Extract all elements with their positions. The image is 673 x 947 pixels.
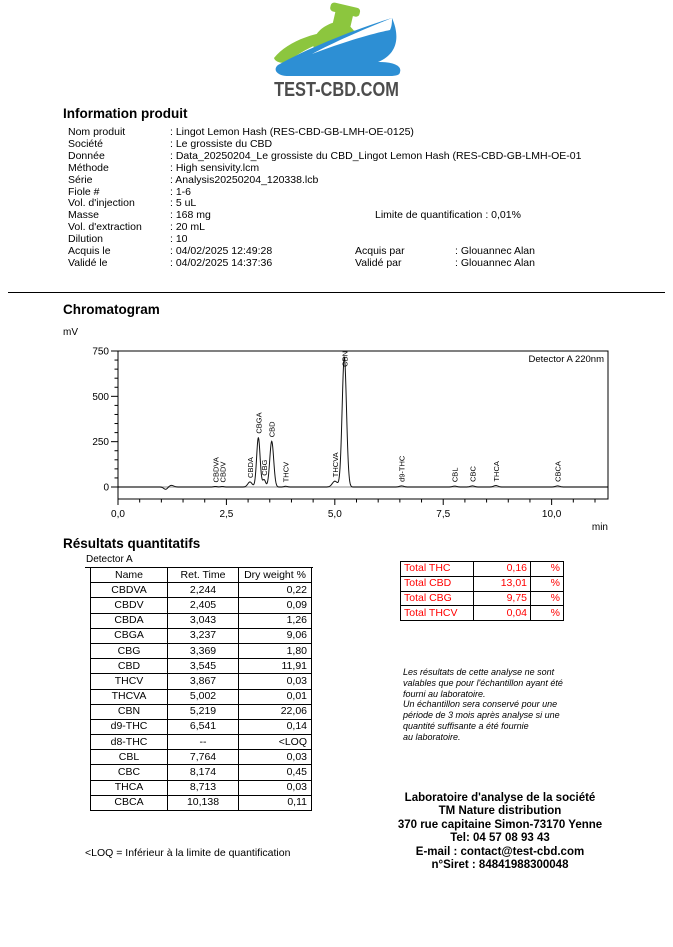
svg-text:0,0: 0,0 xyxy=(111,509,125,520)
info-value: : 168 mg xyxy=(170,209,211,222)
valide-par-value: : Glouannec Alan xyxy=(455,257,535,269)
info-value: : Lingot Lemon Hash (RES-CBD-GB-LMH-OE-0125) xyxy=(170,126,414,138)
info-value: : High sensivity.lcm xyxy=(170,161,260,174)
cell-ret-time: 3,545 xyxy=(168,659,239,674)
totals-row xyxy=(401,562,564,577)
svg-text:10,0: 10,0 xyxy=(541,509,562,520)
svg-text:0: 0 xyxy=(103,482,109,494)
table-row xyxy=(91,750,312,765)
info-label: Fiole # xyxy=(68,185,100,198)
table-row xyxy=(91,704,312,719)
info-label: Vol. d'injection xyxy=(68,197,135,210)
info-row xyxy=(68,151,628,163)
laboratory-address-line: TM Nature distribution xyxy=(438,805,562,818)
info-label: Donnée xyxy=(68,149,105,162)
info-row xyxy=(68,222,628,234)
disclaimer-line: Les résultats de cette analyse ne sont xyxy=(403,667,555,677)
info-label: Méthode xyxy=(68,161,109,174)
disclaimer-line: quantité suffisante a été fournie xyxy=(403,720,529,731)
totals-unit: % xyxy=(531,606,564,621)
info-label: Acquis le xyxy=(68,245,111,258)
cell-dry-weight: 1,80 xyxy=(239,643,312,658)
info-value: : 04/02/2025 12:49:28 xyxy=(170,245,273,258)
svg-text:min: min xyxy=(591,522,608,533)
svg-text:CBG: CBG xyxy=(260,459,270,476)
laboratory-address-line: Tel: 04 57 08 93 43 xyxy=(450,832,550,845)
disclaimer-line: au laboratoire. xyxy=(403,731,461,742)
logo-text: TEST-CBD.COM xyxy=(274,79,399,101)
table-row xyxy=(91,628,312,643)
cell-name: d9-THC xyxy=(91,719,168,734)
svg-text:500: 500 xyxy=(92,391,109,403)
info-row xyxy=(68,198,628,210)
totals-label: Total THC xyxy=(401,562,474,577)
info-row xyxy=(68,187,628,199)
cell-dry-weight: 9,06 xyxy=(239,628,312,643)
svg-text:CBD: CBD xyxy=(267,421,277,438)
svg-text:CBGA: CBGA xyxy=(254,412,264,434)
table-row xyxy=(91,795,312,810)
info-rows xyxy=(68,127,628,270)
cell-ret-time: 8,174 xyxy=(168,765,239,780)
svg-text:THCV: THCV xyxy=(281,461,291,483)
cell-dry-weight: 0,03 xyxy=(239,780,312,795)
info-label: Masse xyxy=(68,209,99,222)
svg-text:5,0: 5,0 xyxy=(327,509,342,520)
results-header-row xyxy=(91,568,312,583)
cell-dry-weight: 0,09 xyxy=(239,598,312,613)
laboratory-address-line: 370 rue capitaine Simon-73170 Yenne xyxy=(397,818,603,831)
disclaimer-text xyxy=(403,667,633,743)
totals-unit: % xyxy=(531,562,564,577)
disclaimer-line: Un échantillon sera conservé pour une xyxy=(403,699,558,710)
totals-value: 9,75 xyxy=(474,591,531,606)
cell-ret-time: 3,867 xyxy=(168,674,239,689)
svg-text:CBDVA: CBDVA xyxy=(211,457,221,483)
table-row xyxy=(91,613,312,628)
cell-ret-time: 3,043 xyxy=(168,613,239,628)
info-label: Validé le xyxy=(68,256,108,269)
col-dry-weight: Dry weight % xyxy=(239,568,312,583)
cell-ret-time: 3,369 xyxy=(168,643,239,658)
limit-of-quantification: Limite de quantification : 0,01% xyxy=(375,209,521,221)
table-row xyxy=(91,719,312,734)
cell-name: d8-THC xyxy=(91,735,168,750)
totals-unit: % xyxy=(531,591,564,606)
info-row xyxy=(68,163,628,175)
col-ret-time: Ret. Time xyxy=(168,568,239,583)
cell-name: CBN xyxy=(91,704,168,719)
acquis-par-label: Acquis par xyxy=(355,245,405,257)
svg-text:CBN: CBN xyxy=(340,350,350,367)
chromatogram-section-title: Chromatogram xyxy=(63,302,160,317)
table-row xyxy=(91,659,312,674)
svg-text:THCA: THCA xyxy=(491,461,501,482)
cell-name: THCV xyxy=(91,674,168,689)
detector-label: Detector A xyxy=(86,554,133,565)
cell-ret-time: 2,244 xyxy=(168,583,239,598)
flask-logo-icon xyxy=(242,2,432,76)
info-label: Vol. d'extraction xyxy=(68,221,142,234)
info-value: : 04/02/2025 14:37:36 xyxy=(170,256,273,269)
info-section-title: Information produit xyxy=(63,106,188,121)
table-row xyxy=(91,598,312,613)
cell-name: CBDVA xyxy=(91,583,168,598)
info-value: : Data_20250204_Le grossiste du CBD_Lingot Lemon Hash (RES-CBD-GB-LMH-OE-01 xyxy=(170,149,582,162)
cell-dry-weight: 0,22 xyxy=(239,583,312,598)
svg-text:CBC: CBC xyxy=(468,466,478,482)
svg-text:CBL: CBL xyxy=(450,467,460,483)
totals-label: Total CBG xyxy=(401,591,474,606)
cell-dry-weight: <LOQ xyxy=(239,735,312,750)
y-axis-unit-label: mV xyxy=(63,327,78,338)
info-row xyxy=(68,127,628,139)
laboratory-address-line: n°Siret : 84841988300048 xyxy=(431,859,569,872)
svg-text:CBDA: CBDA xyxy=(245,457,255,478)
totals-row xyxy=(401,591,564,606)
svg-text:CBDV: CBDV xyxy=(218,461,228,483)
valide-par-label: Validé par xyxy=(355,257,402,269)
cell-ret-time: 2,405 xyxy=(168,598,239,613)
results-section-title: Résultats quantitatifs xyxy=(63,536,201,551)
totals-label: Total CBD xyxy=(401,576,474,591)
loq-footnote: <LOQ = Inférieur à la limite de quantification xyxy=(85,847,291,859)
svg-text:250: 250 xyxy=(92,437,109,449)
cell-name: CBL xyxy=(91,750,168,765)
results-table xyxy=(90,567,312,811)
totals-table xyxy=(400,561,564,621)
cell-ret-time: -- xyxy=(168,735,239,750)
totals-value: 13,01 xyxy=(474,576,531,591)
cell-dry-weight: 1,26 xyxy=(239,613,312,628)
info-row xyxy=(68,210,628,222)
info-label: Série xyxy=(68,173,93,186)
cell-dry-weight: 0,03 xyxy=(239,750,312,765)
valide-par-row xyxy=(355,258,535,270)
cell-ret-time: 6,541 xyxy=(168,719,239,734)
chromatogram-plot xyxy=(85,342,625,534)
info-value: : 5 uL xyxy=(170,197,197,210)
info-row xyxy=(68,175,628,187)
svg-text:2,5: 2,5 xyxy=(219,509,234,520)
table-row xyxy=(91,780,312,795)
cell-name: THCVA xyxy=(91,689,168,704)
cell-dry-weight: 0,45 xyxy=(239,765,312,780)
svg-text:THCVA: THCVA xyxy=(330,452,340,478)
laboratory-address-line: Laboratoire d'analyse de la société xyxy=(404,792,596,804)
cell-ret-time: 7,764 xyxy=(168,750,239,765)
totals-value: 0,16 xyxy=(474,562,531,577)
totals-label: Total THCV xyxy=(401,606,474,621)
cell-name: CBGA xyxy=(91,628,168,643)
svg-text:CBCA: CBCA xyxy=(553,461,563,482)
cell-ret-time: 8,713 xyxy=(168,780,239,795)
cell-ret-time: 10,138 xyxy=(168,795,239,810)
cell-dry-weight: 22,06 xyxy=(239,704,312,719)
acquis-par-value: : Glouannec Alan xyxy=(455,245,535,257)
cell-name: CBDA xyxy=(91,613,168,628)
svg-text:7,5: 7,5 xyxy=(436,509,451,520)
disclaimer-line: période de 3 mois après analyse si une xyxy=(403,710,560,721)
cell-name: CBC xyxy=(91,765,168,780)
totals-value: 0,04 xyxy=(474,606,531,621)
table-row xyxy=(91,674,312,689)
info-label: Nom produit xyxy=(68,126,126,138)
logo xyxy=(0,2,673,102)
table-row xyxy=(91,765,312,780)
table-row xyxy=(91,583,312,598)
info-value: : Analysis20250204_120338.lcb xyxy=(170,173,319,186)
info-value: : 20 mL xyxy=(170,221,206,234)
table-row xyxy=(91,735,312,750)
col-name: Name xyxy=(91,568,168,583)
info-value: : 10 xyxy=(170,233,188,246)
cell-ret-time: 3,237 xyxy=(168,628,239,643)
cell-dry-weight: 0,14 xyxy=(239,719,312,734)
cell-name: CBDV xyxy=(91,598,168,613)
cell-dry-weight: 0,11 xyxy=(239,795,312,810)
totals-unit: % xyxy=(531,576,564,591)
cell-dry-weight: 0,01 xyxy=(239,689,312,704)
cell-ret-time: 5,002 xyxy=(168,689,239,704)
cell-dry-weight: 0,03 xyxy=(239,674,312,689)
section-divider xyxy=(8,292,665,293)
info-row xyxy=(68,258,628,270)
cell-name: THCA xyxy=(91,780,168,795)
cell-ret-time: 5,219 xyxy=(168,704,239,719)
laboratory-address xyxy=(340,792,660,872)
cell-name: CBG xyxy=(91,643,168,658)
totals-row xyxy=(401,606,564,621)
info-row xyxy=(68,234,628,246)
laboratory-address-line: E-mail : contact@test-cbd.com xyxy=(415,845,585,858)
totals-row xyxy=(401,576,564,591)
disclaimer-line: valables que pour l'échantillon ayant été xyxy=(403,677,563,688)
cell-dry-weight: 11,91 xyxy=(239,659,312,674)
info-value: : 1-6 xyxy=(170,185,192,198)
disclaimer-line: fourni au laboratoire. xyxy=(403,688,486,699)
table-row xyxy=(91,643,312,658)
table-row xyxy=(91,689,312,704)
svg-text:750: 750 xyxy=(92,346,109,358)
info-label: Dilution xyxy=(68,233,104,246)
info-row xyxy=(68,246,628,258)
info-value: : Le grossiste du CBD xyxy=(170,137,273,150)
svg-text:Detector A 220nm: Detector A 220nm xyxy=(528,354,604,365)
cell-name: CBCA xyxy=(91,795,168,810)
svg-text:d9-THC: d9-THC xyxy=(397,455,407,482)
info-label: Société xyxy=(68,137,104,150)
cell-name: CBD xyxy=(91,659,168,674)
